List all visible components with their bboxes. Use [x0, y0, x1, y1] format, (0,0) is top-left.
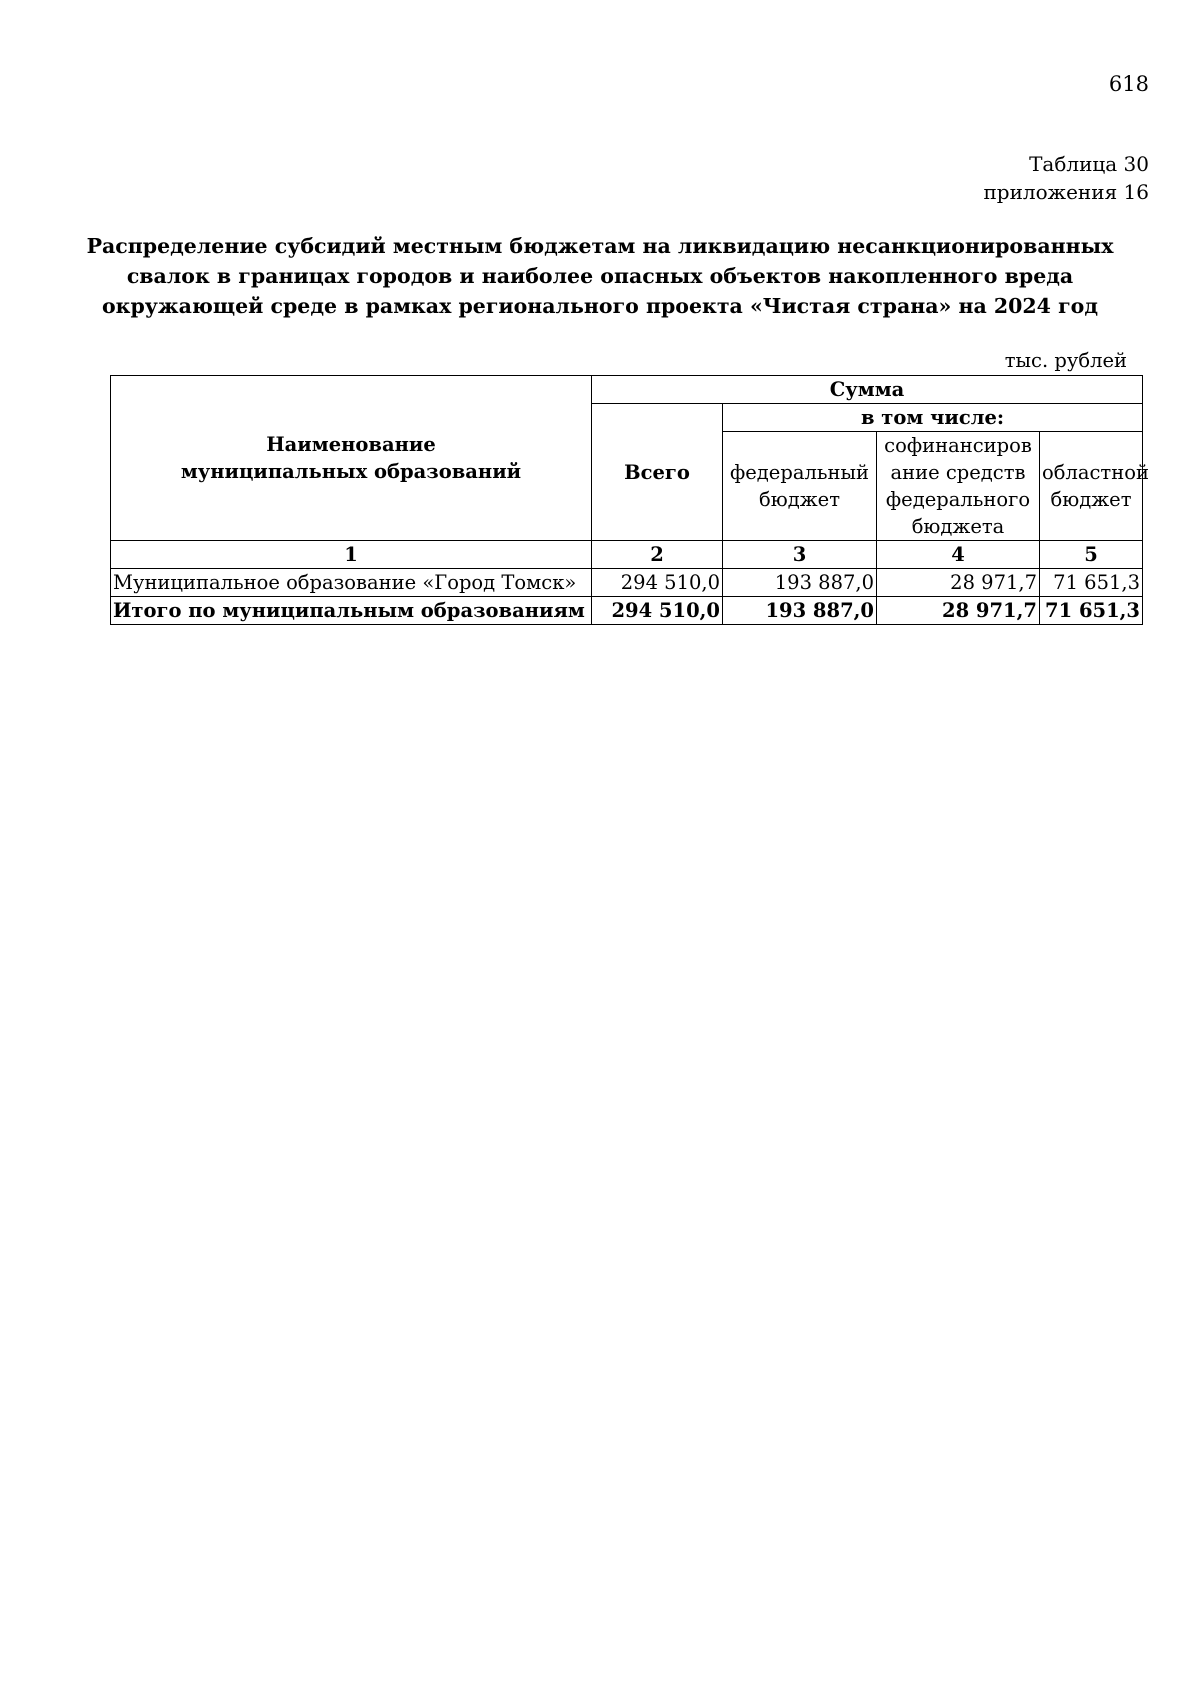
table-row: [111, 569, 1143, 597]
cofinancing-amount: 28 971,7: [877, 569, 1040, 597]
subsidy-table: [110, 375, 1149, 625]
header-name-line-1: Наименование: [266, 433, 436, 456]
column-number: 3: [723, 541, 877, 569]
title-line-1: Распределение субсидий местным бюджетам на ликвидацию несанкционированных: [86, 234, 1114, 258]
document-title: [80, 231, 1120, 321]
column-number: 2: [592, 541, 723, 569]
header-cofin-line-3: федерального: [885, 488, 1031, 511]
municipality-name: Муниципальное образование «Город Томск»: [111, 569, 592, 597]
header-cofinancing: [877, 432, 1040, 541]
page-number: 618: [1108, 72, 1149, 96]
header-federal-line-2: бюджет: [759, 488, 840, 511]
column-number: 5: [1040, 541, 1143, 569]
header-cofin-line-4: бюджета: [911, 515, 1005, 538]
column-number: 4: [877, 541, 1040, 569]
totals-row: [111, 597, 1143, 625]
header-sum: Сумма: [592, 376, 1143, 404]
units-label: тыс. рублей: [1004, 349, 1127, 372]
title-line-2: свалок в границах городов и наиболее опасных объектов накопленного вреда: [126, 264, 1074, 288]
header-municipality-name: [111, 376, 592, 541]
header-cofin-line-1: софинансиров: [884, 434, 1032, 457]
header-regional-line-2: бюджет: [1050, 488, 1132, 511]
federal-amount: 193 887,0: [723, 569, 877, 597]
totals-federal: 193 887,0: [723, 597, 877, 625]
totals-regional: 71 651,3: [1040, 597, 1143, 625]
header-including: в том числе:: [723, 404, 1143, 432]
header-cofin-line-2: ание средств: [890, 461, 1026, 484]
header-federal-budget: [723, 432, 877, 541]
total-amount: 294 510,0: [592, 569, 723, 597]
table-reference: [983, 150, 1149, 206]
totals-total: 294 510,0: [592, 597, 723, 625]
title-line-3: окружающей среде в рамках регионального проекта «Чистая страна» на 2024 год: [101, 294, 1098, 318]
header-total: Всего: [592, 404, 723, 541]
header-regional-budget: [1040, 432, 1149, 541]
header-regional-line-1: областной: [1042, 461, 1149, 484]
totals-cofinancing: 28 971,7: [877, 597, 1040, 625]
header-federal-line-1: федеральный: [730, 461, 869, 484]
column-number-row: [111, 541, 1143, 569]
regional-amount: 71 651,3: [1040, 569, 1143, 597]
table-ref-line-1: Таблица 30: [1029, 152, 1149, 176]
totals-label: Итого по муниципальным образованиям: [111, 597, 592, 625]
header-name-line-2: муниципальных образований: [180, 460, 522, 483]
column-number: 1: [111, 541, 592, 569]
table-ref-line-2: приложения 16: [983, 180, 1149, 204]
